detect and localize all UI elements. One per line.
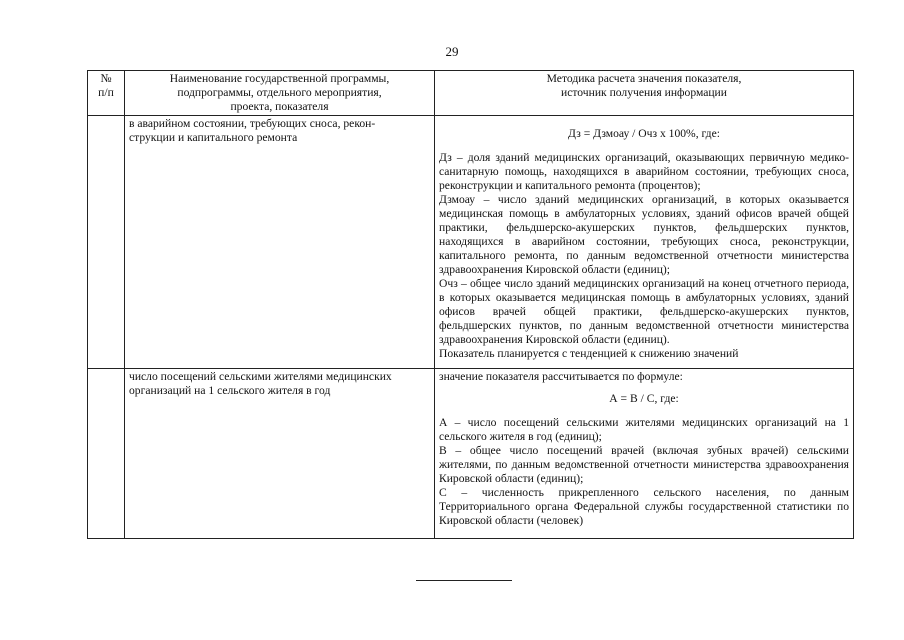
row-number-cell <box>88 369 125 539</box>
footnote-separator <box>416 580 512 581</box>
definition-text: В – общее число посещений врачей (включая зубных врачей) сельскими жителями, по данным ведомственной отчетности министерства здравоохранения Кировской области (единиц); <box>439 444 849 485</box>
methodology-cell <box>435 116 854 369</box>
header-name-line: Наименование государственной программы, <box>169 72 390 85</box>
definition-text: Дзмоау – число зданий медицинских организаций, в которых оказывается медицинская помощь в амбулаторных условиях, зданий офисов врачей общей практики, фельдшерско-акушерских пунктов, фельдшерских пунктов, находящихся в аварийном состоянии, требующих сноса, реконструкции, капитального ремонта, по данным ведомственной отчетности министерства здравоохранения Кировской области (единиц); <box>439 193 849 276</box>
methodology-cell <box>435 369 854 539</box>
definition-text: С – численность прикрепленного сельского населения, по данным Территориального органа Федеральной службы государственной статистики по Кировской области (человек) <box>439 486 849 527</box>
formula: А = В / С, где: <box>609 392 679 405</box>
table-header-row <box>88 71 854 116</box>
definition-text: Показатель планируется с тенденцией к снижению значений <box>439 347 739 360</box>
header-number-line: п/п <box>98 86 114 99</box>
page-number: 29 <box>445 44 459 59</box>
indicator-name-line: организаций на 1 сельского жителя в год <box>129 384 331 397</box>
header-method-line: источник получения информации <box>561 86 727 99</box>
indicator-name-cell <box>125 116 435 369</box>
row-number-cell <box>88 116 125 369</box>
definition-text: А – число посещений сельскими жителями медицинских организаций на 1 сельского жителя в год (единиц); <box>439 416 849 443</box>
header-method-line: Методика расчета значения показателя, <box>546 72 742 85</box>
formula: Дз = Дзмоау / Очз х 100%, где: <box>568 127 720 140</box>
header-number-line: № <box>100 72 112 85</box>
header-name-line: проекта, показателя <box>230 100 329 113</box>
header-name-line: подпрограммы, отдельного мероприятия, <box>177 86 382 99</box>
header-number <box>88 71 125 116</box>
definition-text: Дз – доля зданий медицинских организаций, оказывающих первичную медико-санитарную помощь, находящихся в аварийном состоянии, требующих сноса, реконструкции и капитального ремонта (процентов); <box>439 151 849 192</box>
table-row <box>88 369 854 539</box>
indicator-name-line: в аварийном состоянии, требующих сноса, рекон- <box>129 117 376 130</box>
indicator-methodology-table <box>87 70 854 539</box>
indicator-name-cell <box>125 369 435 539</box>
indicator-name-line: число посещений сельскими жителями медицинских <box>129 370 392 383</box>
header-program-name <box>125 71 435 116</box>
definition-text: Очз – общее число зданий медицинских организаций на конец отчетного периода, в которых оказывается медицинская помощь в амбулаторных условиях, зданий офисов врачей общей практики, фельдшерско-акушерских пунктов, фельдшерских пунктов, по данным ведомственной отчетности министерства здравоохранения Кировской области (единиц). <box>439 277 849 346</box>
method-intro: значение показателя рассчитывается по формуле: <box>439 370 683 383</box>
header-methodology <box>435 71 854 116</box>
indicator-name-line: струкции и капитального ремонта <box>129 131 298 144</box>
table-row <box>88 116 854 369</box>
